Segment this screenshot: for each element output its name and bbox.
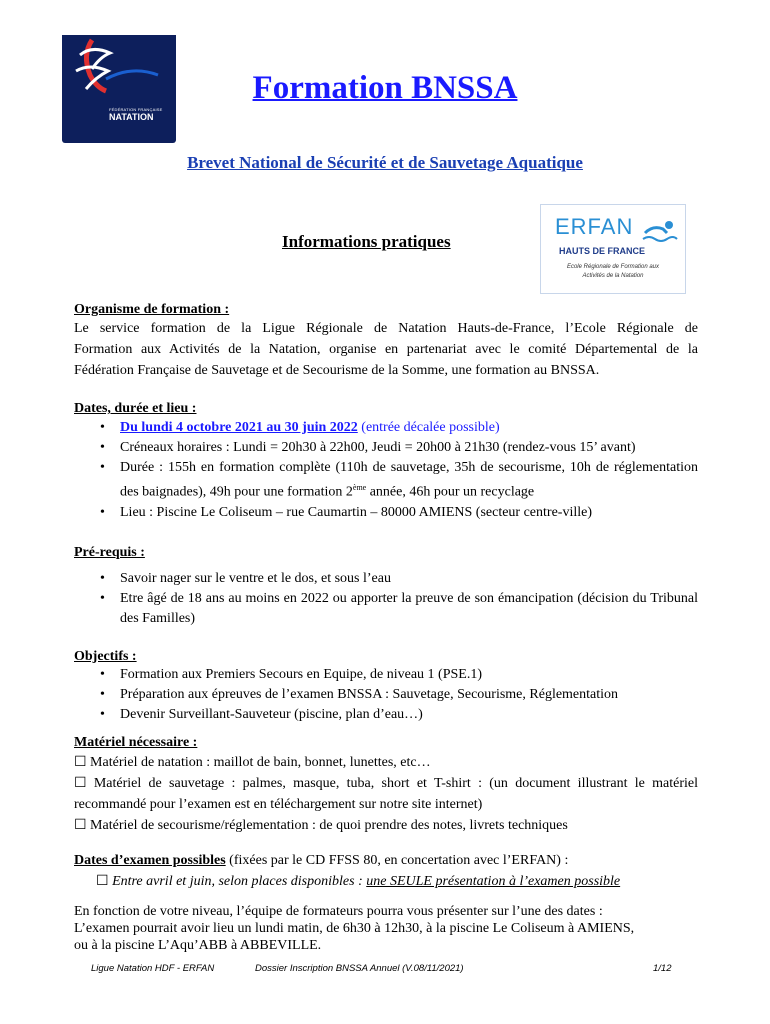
dates-duration: Durée : 155h en formation complète (110h de sauvetage, 35h de secourisme, 10h de réglementation des baignades), 49h pour une formation 2 (120, 460, 698, 500)
final-line: L’examen pourrait avoir lieu un lundi matin, de 6h30 à 12h30, à la piscine Le Coliseum à AMIENS, (74, 921, 635, 936)
materiel-line: ☐ Matériel de natation : maillot de bain, bonnet, lunettes, etc… (74, 755, 431, 770)
dates-period-note: (entrée décalée possible) (357, 420, 500, 435)
objectifs-section (74, 648, 698, 725)
organisme-line: Formation aux Activités de la Natation, organise en partenariat avec le comité Départemental de la (74, 342, 698, 357)
erfan-logo (540, 204, 686, 294)
info-heading: Informations pratiques (282, 232, 451, 251)
ffn-region-line2: HAUTS-DE-FRANCE (68, 159, 170, 171)
page-title: Formation BNSSA (252, 70, 518, 106)
page-subtitle: Brevet National de Sécurité et de Sauvetage Aquatique (187, 153, 583, 172)
organisme-section (74, 302, 698, 381)
dates-duration-sup: ème (352, 483, 367, 492)
footer-page-number: 1/12 (653, 963, 672, 974)
objectifs-item: Formation aux Premiers Secours en Equipe, de niveau 1 (PSE.1) (120, 667, 482, 682)
examen-checkbox: ☐ (96, 874, 109, 889)
dates-schedule: Créneaux horaires : Lundi = 20h30 à 22h00, Jeudi = 20h00 à 21h30 (rendez-vous 15’ avant) (120, 440, 636, 455)
materiel-line: ☐ Matériel de secourisme/réglementation : de quoi prendre des notes, livrets techniques (74, 818, 568, 833)
dates-section (74, 400, 698, 523)
prerequis-section (74, 545, 698, 629)
materiel-line: ☐ Matériel de sauvetage : palmes, masque, tuba, short et T-shirt : (un document illustrant le matériel (74, 776, 698, 791)
erfan-desc-line2: Activités de la Natation (582, 273, 644, 279)
list-item: • Créneaux horaires : Lundi = 20h30 à 22h00, Jeudi = 20h00 à 21h30 (rendez-vous 15’ avant) (100, 440, 636, 455)
prerequis-item: Savoir nager sur le ventre et le dos, et sous l’eau (120, 571, 391, 586)
ffn-federation-small: FÉDÉRATION FRANÇAISE (109, 107, 163, 112)
organisme-line: Le service formation de la Ligue Régionale de Natation Hauts-de-France, l’Ecole Régionale de (74, 321, 698, 336)
examen-heading-note: (fixées par le CD FFSS 80, en concertation avec l’ERFAN) : (225, 853, 569, 868)
dates-period: Du lundi 4 octobre 2021 au 30 juin 2022 (120, 420, 358, 435)
dates-location: Lieu : Piscine Le Coliseum – rue Caumartin – 80000 AMIENS (secteur centre-ville) (120, 504, 592, 520)
examen-note: Entre avril et juin, selon places disponibles : (112, 874, 367, 889)
examen-heading: Dates d’examen possibles (74, 853, 226, 868)
final-line: ou à la piscine L’Aqu’ABB à ABBEVILLE. (74, 938, 322, 953)
dates-heading: Dates, durée et lieu : (74, 401, 197, 416)
materiel-line: recommandé pour l’examen est en téléchargement sur notre site internet) (74, 797, 483, 812)
erfan-region: HAUTS DE FRANCE (559, 246, 646, 256)
final-section (74, 903, 698, 954)
footer-center: Dossier Inscription BNSSA Annuel (V.08/11/2021) (255, 963, 464, 974)
list-item: • Etre âgé de 18 ans au moins en 2022 ou apporter la preuve de son émancipation (décision du Tribunal des Familles) (100, 591, 698, 626)
prerequis-item: Etre âgé de 18 ans au moins en 2022 ou apporter la preuve de son émancipation (décision du Tribunal des Familles) (120, 591, 698, 626)
list-item: • Savoir nager sur le ventre et le dos, et sous l’eau (100, 571, 391, 586)
erfan-word: ERFAN (555, 214, 634, 239)
list-item: • Lieu : Piscine Le Coliseum – rue Caumartin – 80000 AMIENS (secteur centre-ville) (100, 504, 592, 520)
materiel-heading: Matériel nécessaire : (74, 735, 198, 750)
objectifs-item: Préparation aux épreuves de l’examen BNSSA : Sauvetage, Secourisme, Réglementation (120, 687, 619, 702)
organisme-heading: Organisme de formation : (74, 302, 230, 317)
ffn-region-line1: LIGUE RÉGIONALE (70, 147, 168, 159)
dates-duration-end: année, 46h pour un recyclage (366, 484, 535, 500)
examen-section (74, 850, 698, 892)
prerequis-heading: Pré-requis : (74, 545, 145, 560)
list-item: • Préparation aux épreuves de l’examen BNSSA : Sauvetage, Secourisme, Réglementation (100, 687, 619, 702)
list-item: • Durée : 155h en formation complète (110h de sauvetage, 35h de secourisme, 10h de réglementation des baignades), 49h pour une formation 2ème année, 46h pour un recyclage (100, 460, 698, 500)
objectifs-heading: Objectifs : (74, 649, 137, 664)
list-item: • Formation aux Premiers Secours en Equipe, de niveau 1 (PSE.1) (100, 667, 482, 682)
final-line: En fonction de votre niveau, l’équipe de formateurs pourra vous présenter sur l’une des dates : (74, 904, 603, 919)
materiel-section (74, 733, 698, 836)
erfan-description (545, 263, 681, 281)
list-item: • Du lundi 4 octobre 2021 au 30 juin 2022 (entrée décalée possible) (100, 420, 500, 435)
swimmer-icon (641, 219, 679, 243)
list-item: • Devenir Surveillant-Sauveteur (piscine, plan d’eau…) (100, 707, 423, 722)
objectifs-item: Devenir Surveillant-Sauveteur (piscine, plan d’eau…) (120, 707, 423, 722)
footer-left: Ligue Natation HDF - ERFAN (91, 963, 215, 974)
ffn-federation-name: NATATION (109, 112, 154, 122)
erfan-desc-line1: Ecole Régionale de Formation aux (566, 264, 660, 270)
examen-note-underlined: une SEULE présentation à l’examen possible (366, 874, 621, 889)
organisme-line: Fédération Française de Sauvetage et de Secourisme de la Somme, une formation au BNSSA. (74, 363, 600, 378)
